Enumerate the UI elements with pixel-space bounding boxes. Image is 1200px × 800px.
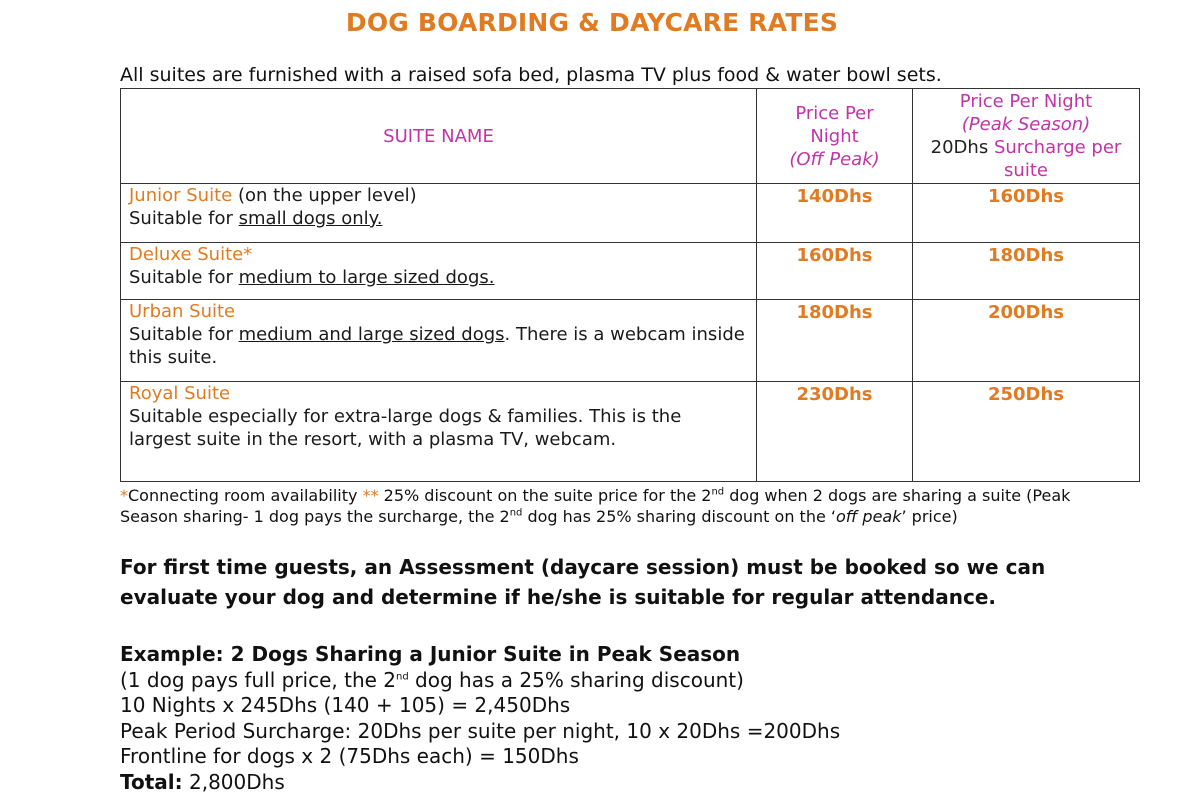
price-off-peak: 230Dhs (757, 382, 913, 482)
header-peak-line1: Price Per Night (959, 91, 1093, 112)
header-price-off-peak (757, 89, 913, 184)
suite-name-suffix: (on the upper level) (232, 185, 417, 206)
price-off-peak: 160Dhs (757, 243, 913, 300)
price-peak: 180Dhs (913, 243, 1140, 300)
assessment-notice: For first time guests, an Assessment (daycare session) must be booked so we can evaluate your dog and determine if he/she is suitable for regular attendance. (120, 555, 1046, 609)
suite-desc-underlined: small dogs only. (238, 208, 383, 229)
price-peak: 160Dhs (913, 184, 1140, 243)
rates-table (120, 88, 1140, 482)
suite-cell (121, 382, 757, 482)
header-peak-line2: (Peak Season) (961, 114, 1091, 135)
footnote-text-4: dog has 25% sharing discount on the ‘ (522, 507, 836, 526)
suite-desc-underlined: medium and large sized dogs (238, 324, 505, 345)
table-row (121, 300, 1140, 382)
price-peak: 250Dhs (913, 382, 1140, 482)
header-off-line2: Night (810, 125, 859, 147)
suite-desc: Suitable for (129, 208, 239, 229)
footnote-italic: off peak (835, 507, 902, 526)
price-off-peak: 180Dhs (757, 300, 913, 382)
example-line (120, 668, 1020, 694)
header-price-peak (913, 89, 1140, 184)
example-line: Peak Period Surcharge: 20Dhs per suite per night, 10 x 20Dhs =200Dhs (120, 718, 841, 743)
suite-desc: Suitable especially for extra-large dogs & families. This is the largest suite in the resort, with a plasma TV, webcam. (129, 406, 682, 450)
footnote (120, 485, 1110, 527)
footnote-text-2: 25% discount on the suite price for the 2 (378, 486, 712, 505)
footnote-text-5: ’ price) (901, 507, 958, 526)
footnote-text-3: dog when 2 dogs are sharing a suite (Peak Season sharing- 1 dog pays the surcharge, the 2 (120, 486, 1071, 526)
header-peak-line3 (914, 136, 1138, 159)
suite-desc: Suitable for (129, 267, 239, 288)
header-off-line1: Price Per (795, 102, 874, 124)
total-label: Total: (120, 769, 183, 794)
example-total (120, 770, 1020, 796)
table-row (121, 184, 1140, 243)
header-peak-line4: suite (1004, 160, 1048, 181)
intro-text: All suites are furnished with a raised sofa bed, plasma TV plus food & water bowl sets. (120, 64, 942, 86)
price-peak: 200Dhs (913, 300, 1140, 382)
suite-cell (121, 184, 757, 243)
example-heading: Example: 2 Dogs Sharing a Junior Suite in Peak Season (120, 642, 741, 666)
table-row (121, 243, 1140, 300)
header-suite-name: SUITE NAME (121, 89, 757, 184)
suite-name: Urban Suite (129, 301, 236, 322)
example-line: Frontline for dogs x 2 (75Dhs each) = 150Dhs (120, 744, 579, 768)
table-header-row (121, 89, 1140, 184)
suite-cell (121, 243, 757, 300)
surcharge-text: Surcharge per (988, 137, 1122, 158)
footnote-double-star: ** (362, 486, 379, 505)
example-line2-b: dog has a 25% sharing discount) (408, 667, 744, 692)
suite-name: Junior Suite (129, 185, 233, 206)
suite-desc-underlined: medium to large sized dogs. (238, 267, 495, 288)
surcharge-amount: 20Dhs (930, 137, 989, 158)
suite-cell (121, 300, 757, 382)
suite-name: Deluxe Suite* (129, 244, 253, 265)
table-row (121, 382, 1140, 482)
page-title: DOG BOARDING & DAYCARE RATES (345, 8, 839, 37)
total-value: 2,800Dhs (182, 769, 285, 794)
footnote-sup-2: nd (509, 507, 523, 519)
suite-desc-suffix: . There is a webcam inside this suite. (129, 324, 745, 368)
suite-name: Royal Suite (129, 383, 231, 404)
example-line: 10 Nights x 245Dhs (140 + 105) = 2,450Dhs (120, 693, 571, 717)
footnote-star: * (120, 486, 128, 505)
header-off-line3: (Off Peak) (789, 148, 880, 170)
price-off-peak: 140Dhs (757, 184, 913, 243)
suite-desc: Suitable for (129, 324, 239, 345)
example-line2-sup: nd (396, 670, 409, 682)
example-calculation (120, 642, 1020, 795)
example-line2-a: (1 dog pays full price, the 2 (120, 667, 397, 692)
footnote-text-1: Connecting room availability (128, 486, 363, 505)
footnote-sup-1: nd (711, 486, 725, 498)
